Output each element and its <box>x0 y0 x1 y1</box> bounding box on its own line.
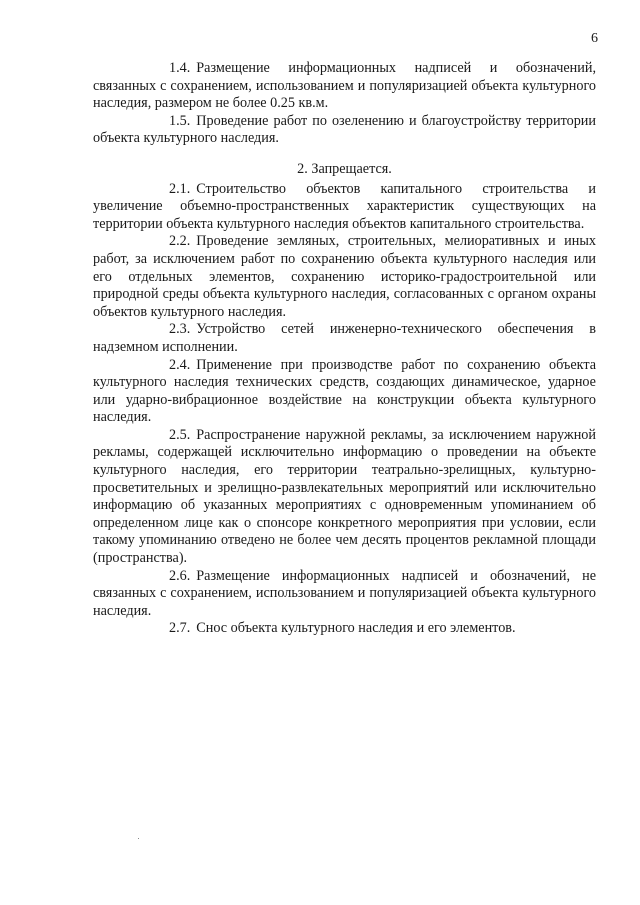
paragraph-number: 2.6. <box>169 567 191 584</box>
paragraph-text: Размещение информационных надписей и обозначений, связанных с сохранением, использованием и популяризацией объекта культурного наследия, размером не более 0.25 кв.м. <box>93 60 596 112</box>
paragraph-2-1 <box>93 181 596 234</box>
paragraph-number: 1.5. <box>169 112 191 129</box>
paragraph-text: Строительство объектов капитального строительства и увеличение объемно-пространственных характеристик существующих на территории объекта культурного наследия объектов капитального строительства. <box>93 180 596 232</box>
page-number: 6 <box>591 31 598 46</box>
paragraph-2-2 <box>93 233 596 321</box>
paragraph-number: 2.2. <box>169 233 191 250</box>
paragraph-number: 2.3. <box>169 321 191 338</box>
paragraph-2-5 <box>93 427 596 568</box>
paragraph-text: Размещение информационных надписей и обозначений, не связанных с сохранением, использованием и популяризацией объекта культурного наследия. <box>93 567 596 619</box>
paragraph-text: Проведение земляных, строительных, мелиоративных и иных работ, за исключением работ по сохранению объекта культурного наследия или его отдельных элементов, сохранению историко-градостроительной или природной среды объекта культурного наследия, согласованных с органом охраны объектов культурного наследия. <box>93 233 596 320</box>
section-heading: 2. Запрещается. <box>297 160 392 177</box>
paragraph-2-3 <box>93 321 596 356</box>
paragraph-number: 2.5. <box>169 426 191 443</box>
paragraph-number: 2.4. <box>169 356 191 373</box>
scan-speck <box>138 838 139 839</box>
paragraph-number: 2.7. <box>169 620 191 637</box>
paragraph-1-5 <box>93 113 596 148</box>
paragraph-text: Устройство сетей инженерно-технического обеспечения в надземном исполнении. <box>93 321 596 355</box>
paragraph-text: Проведение работ по озеленению и благоустройству территории объекта культурного наследия. <box>93 112 596 147</box>
paragraph-text: Распространение наружной рекламы, за исключением наружной рекламы, содержащей исключительно информацию о проведении на объекте культурного наследия, его территории театрально-зрелищных, культурно-просветительных и зрелищно-развлекательных мероприятий или исключительно информацию об указанных мероприятиях с одновременным упоминанием об определенном лице как о спонсоре конкретного мероприятия при условии, если такому упоминанию отведено не более чем десять процентов рекламной площади (пространства). <box>93 426 596 567</box>
paragraph-1-4 <box>93 60 596 113</box>
paragraph-2-7 <box>93 620 596 638</box>
paragraph-number: 1.4. <box>169 60 191 76</box>
paragraph-2-6 <box>93 568 596 621</box>
paragraph-number: 2.1. <box>169 180 191 197</box>
document-body <box>93 60 596 638</box>
paragraph-text: Снос объекта культурного наследия и его элементов. <box>196 620 516 637</box>
paragraph-2-4 <box>93 357 596 427</box>
paragraph-text: Применение при производстве работ по сохранению объекта культурного наследия технических средств, создающих динамическое, ударное или ударно-вибрационное воздействие на конструкции объекта культурного наследия. <box>93 356 596 426</box>
